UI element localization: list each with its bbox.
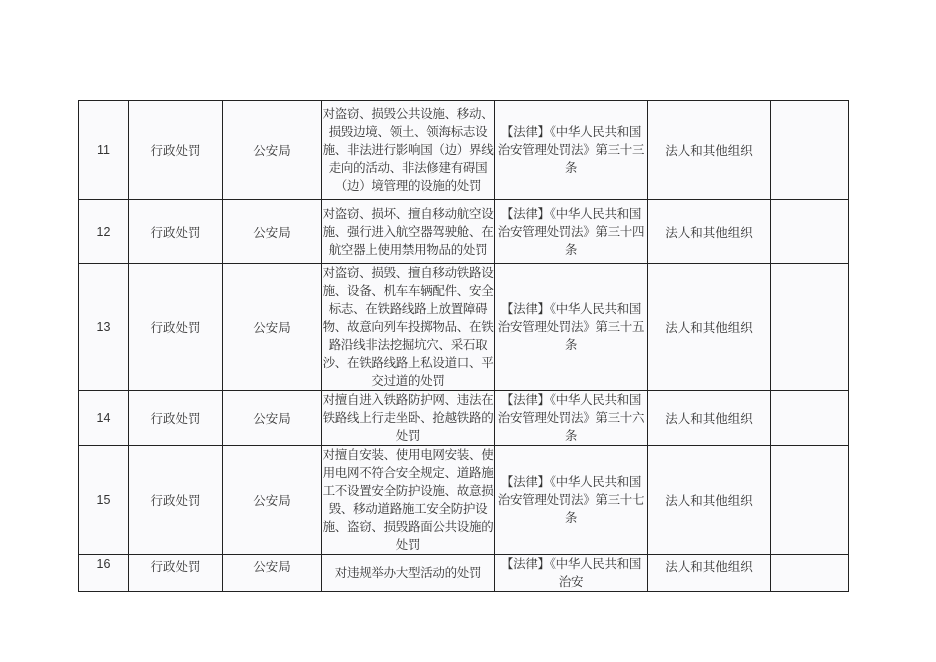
legal-basis: 【法律】《中华人民共和国治安	[495, 555, 648, 592]
target-party: 法人和其他组织	[648, 101, 771, 200]
table-row	[79, 555, 849, 592]
penalty-description: 对擅自进入铁路防护网、违法在铁路线上行走坐卧、抢越铁路的处罚	[322, 391, 495, 446]
extra-cell	[771, 555, 849, 592]
row-number: 15	[79, 446, 129, 555]
extra-cell	[771, 446, 849, 555]
permissions-table	[78, 100, 849, 592]
department: 公安局	[223, 264, 322, 391]
legal-basis: 【法律】《中华人民共和国治安管理处罚法》第三十五条	[495, 264, 648, 391]
table-row	[79, 446, 849, 555]
extra-cell	[771, 391, 849, 446]
extra-cell	[771, 101, 849, 200]
legal-basis: 【法律】《中华人民共和国治安管理处罚法》第三十七条	[495, 446, 648, 555]
penalty-type: 行政处罚	[129, 555, 223, 592]
table-row	[79, 200, 849, 264]
penalty-type: 行政处罚	[129, 200, 223, 264]
row-number: 13	[79, 264, 129, 391]
penalty-description: 对盗窃、损毁、擅自移动铁路设施、设备、机车车辆配件、安全标志、在铁路线路上放置障碍物、故意向列车投掷物品、在铁路沿线非法挖掘坑穴、采石取沙、在铁路线路上私设道口、平交过道的处罚	[322, 264, 495, 391]
target-party: 法人和其他组织	[648, 200, 771, 264]
penalty-type: 行政处罚	[129, 446, 223, 555]
department: 公安局	[223, 101, 322, 200]
penalty-type: 行政处罚	[129, 264, 223, 391]
target-party: 法人和其他组织	[648, 555, 771, 592]
row-number: 12	[79, 200, 129, 264]
extra-cell	[771, 200, 849, 264]
table-row	[79, 101, 849, 200]
penalty-description: 对盗窃、损坏、擅自移动航空设施、强行进入航空器驾驶舱、在航空器上使用禁用物品的处罚	[322, 200, 495, 264]
table-row	[79, 391, 849, 446]
target-party: 法人和其他组织	[648, 446, 771, 555]
target-party: 法人和其他组织	[648, 391, 771, 446]
department: 公安局	[223, 391, 322, 446]
extra-cell	[771, 264, 849, 391]
row-number: 11	[79, 101, 129, 200]
legal-basis: 【法律】《中华人民共和国治安管理处罚法》第三十三条	[495, 101, 648, 200]
penalty-type: 行政处罚	[129, 101, 223, 200]
department: 公安局	[223, 446, 322, 555]
department: 公安局	[223, 200, 322, 264]
table-row	[79, 264, 849, 391]
legal-basis: 【法律】《中华人民共和国治安管理处罚法》第三十四条	[495, 200, 648, 264]
penalty-description: 对违规举办大型活动的处罚	[322, 555, 495, 592]
legal-basis: 【法律】《中华人民共和国治安管理处罚法》第三十六条	[495, 391, 648, 446]
department: 公安局	[223, 555, 322, 592]
row-number: 16	[79, 555, 129, 592]
target-party: 法人和其他组织	[648, 264, 771, 391]
penalty-description: 对擅自安装、使用电网安装、使用电网不符合安全规定、道路施工不设置安全防护设施、故意损毁、移动道路施工安全防护设施、盗窃、损毁路面公共设施的处罚	[322, 446, 495, 555]
penalty-description: 对盗窃、损毁公共设施、移动、损毁边境、领土、领海标志设施、非法进行影响国（边）界线走向的活动、非法修建有碍国（边）境管理的设施的处罚	[322, 101, 495, 200]
row-number: 14	[79, 391, 129, 446]
penalty-type: 行政处罚	[129, 391, 223, 446]
